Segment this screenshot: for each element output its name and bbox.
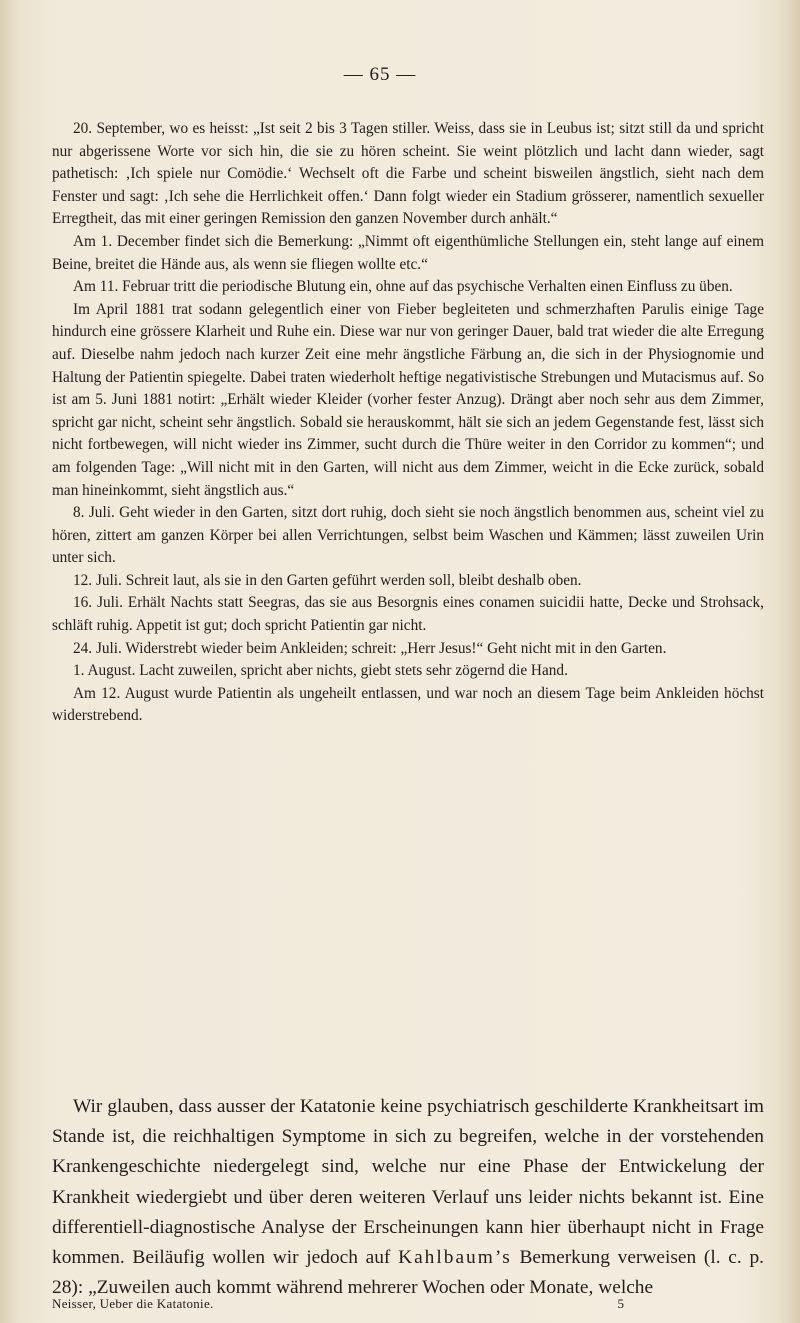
signature-line: Neisser, Ueber die Katatonie. [52, 1296, 214, 1311]
paragraph: 20. September, wo es heisst: „Ist seit 2 bis 3 Tagen stiller. Weiss, dass sie in Leubus ist; sitzt still da und spricht nur abgerissene Worte vor sich hin, die sie zu hören scheint. Sie weint plötzlich und lacht dann wieder, sagt pathetisch: ‚Ich spiele nur Comödie.‘ Wechselt oft die Farbe und scheint bisweilen ängstlich, sieht nach dem Fenster und sagt: ‚Ich sehe die Herrlichkeit offen.‘ Dann folgt wieder ein Stadium grösserer, namentlich sexueller Erregtheit, das mit einer geringen Remission den ganzen November durch anhält.“ [52, 120, 764, 228]
paragraph: Am 12. August wurde Patientin als ungeheilt entlassen, und war noch an diesem Tage beim Ankleiden höchst widerstrebend. [52, 684, 764, 725]
page-footer [52, 1296, 764, 1312]
paragraph: 12. Juli. Schreit laut, als sie in den Garten geführt werden soll, bleibt deshalb oben. [73, 571, 582, 589]
paragraph: 16. Juli. Erhält Nachts statt Seegras, das sie aus Besorgnis eines conamen suicidii hatte, Decke und Strohsack, schläft ruhig. Appetit ist gut; doch spricht Patientin gar nicht. [52, 594, 764, 635]
author-name: Kahlbaum’s [398, 1247, 512, 1269]
paragraph: Am 11. Februar tritt die periodische Blutung ein, ohne auf das psychische Verhalten einen Einfluss zu üben. [73, 278, 733, 296]
case-history-text [52, 118, 764, 728]
paragraph: Am 1. December findet sich die Bemerkung: „Nimmt oft eigenthümliche Stellungen ein, steht lange auf einem Beine, breitet die Hände aus, als wenn sie fliegen wollte etc.“ [52, 232, 764, 273]
paragraph: 1. August. Lacht zuweilen, spricht aber nichts, giebt stets sehr zögernd die Hand. [73, 662, 568, 680]
paragraph: 24. Juli. Widerstrebt wieder beim Ankleiden; schreit: „Herr Jesus!“ Geht nicht mit in den Garten. [73, 639, 667, 657]
page-number: — 65 — [343, 64, 417, 85]
text-after-name: Bemerkung verweisen (l. c. p. 28): „Zuweilen auch kommt während mehrerer Wochen oder Monate, welche [52, 1247, 764, 1299]
paragraph: Im April 1881 trat sodann gelegentlich einer von Fieber begleiteten und schmerzhaften Parulis einige Tage hindurch eine grössere Klarheit und Ruhe ein. Diese war nur von geringer Dauer, bald trat wieder die alte Erregung auf. Dieselbe nahm jedoch nach kurzer Zeit eine mehr ängstliche Färbung an, die sich in der Physiognomie und Haltung der Patientin spiegelte. Dabei traten wiederholt heftige negativistische Strebungen und Mutacismus auf. So ist am 5. Juni 1881 notirt: „Erhält wieder Kleider (vorher fester Anzug). Drängt aber noch sehr aus dem Zimmer, spricht gar nicht, scheint sehr ängstlich. Sobald sie herauskommt, hält sie sich an jedem Gegenstande fest, lässt sich nicht fortbewegen, will nicht wieder ins Zimmer, sucht durch die Thüre weiter in den Corridor zu kommen“; und am folgenden Tage: „Will nicht mit in den Garten, will nicht aus dem Zimmer, weicht in die Ecke zurück, sobald man hineinkommt, sieht ängstlich aus.“ [52, 300, 764, 499]
sheet-number: 5 [617, 1296, 624, 1311]
paragraph: 8. Juli. Geht wieder in den Garten, sitzt dort ruhig, doch sieht sie noch ängstlich benommen aus, scheint viel zu hören, zittert am ganzen Körper bei allen Verrichtungen, selbst beim Waschen und Kämmen; lässt zuweilen Urin unter sich. [52, 504, 764, 567]
discussion-text [52, 1092, 764, 1303]
paragraph [52, 1092, 764, 1303]
text-before-name: Wir glauben, dass ausser der Katatonie keine psychiatrisch geschilderte Krankheitsart im Stande ist, die reichhaltigen Symptome in sich zu begreifen, welche in der vorstehenden Krankengeschichte niedergelegt sind, welche nur eine Phase der Entwickelung der Krankheit wiedergiebt und über deren weiteren Verlauf uns leider nichts bekannt ist. Eine differentiell-diagnostische Analyse der Erscheinungen kann hier überhaupt nicht in Frage kommen. Beiläufig wollen wir jedoch auf [52, 1096, 764, 1269]
